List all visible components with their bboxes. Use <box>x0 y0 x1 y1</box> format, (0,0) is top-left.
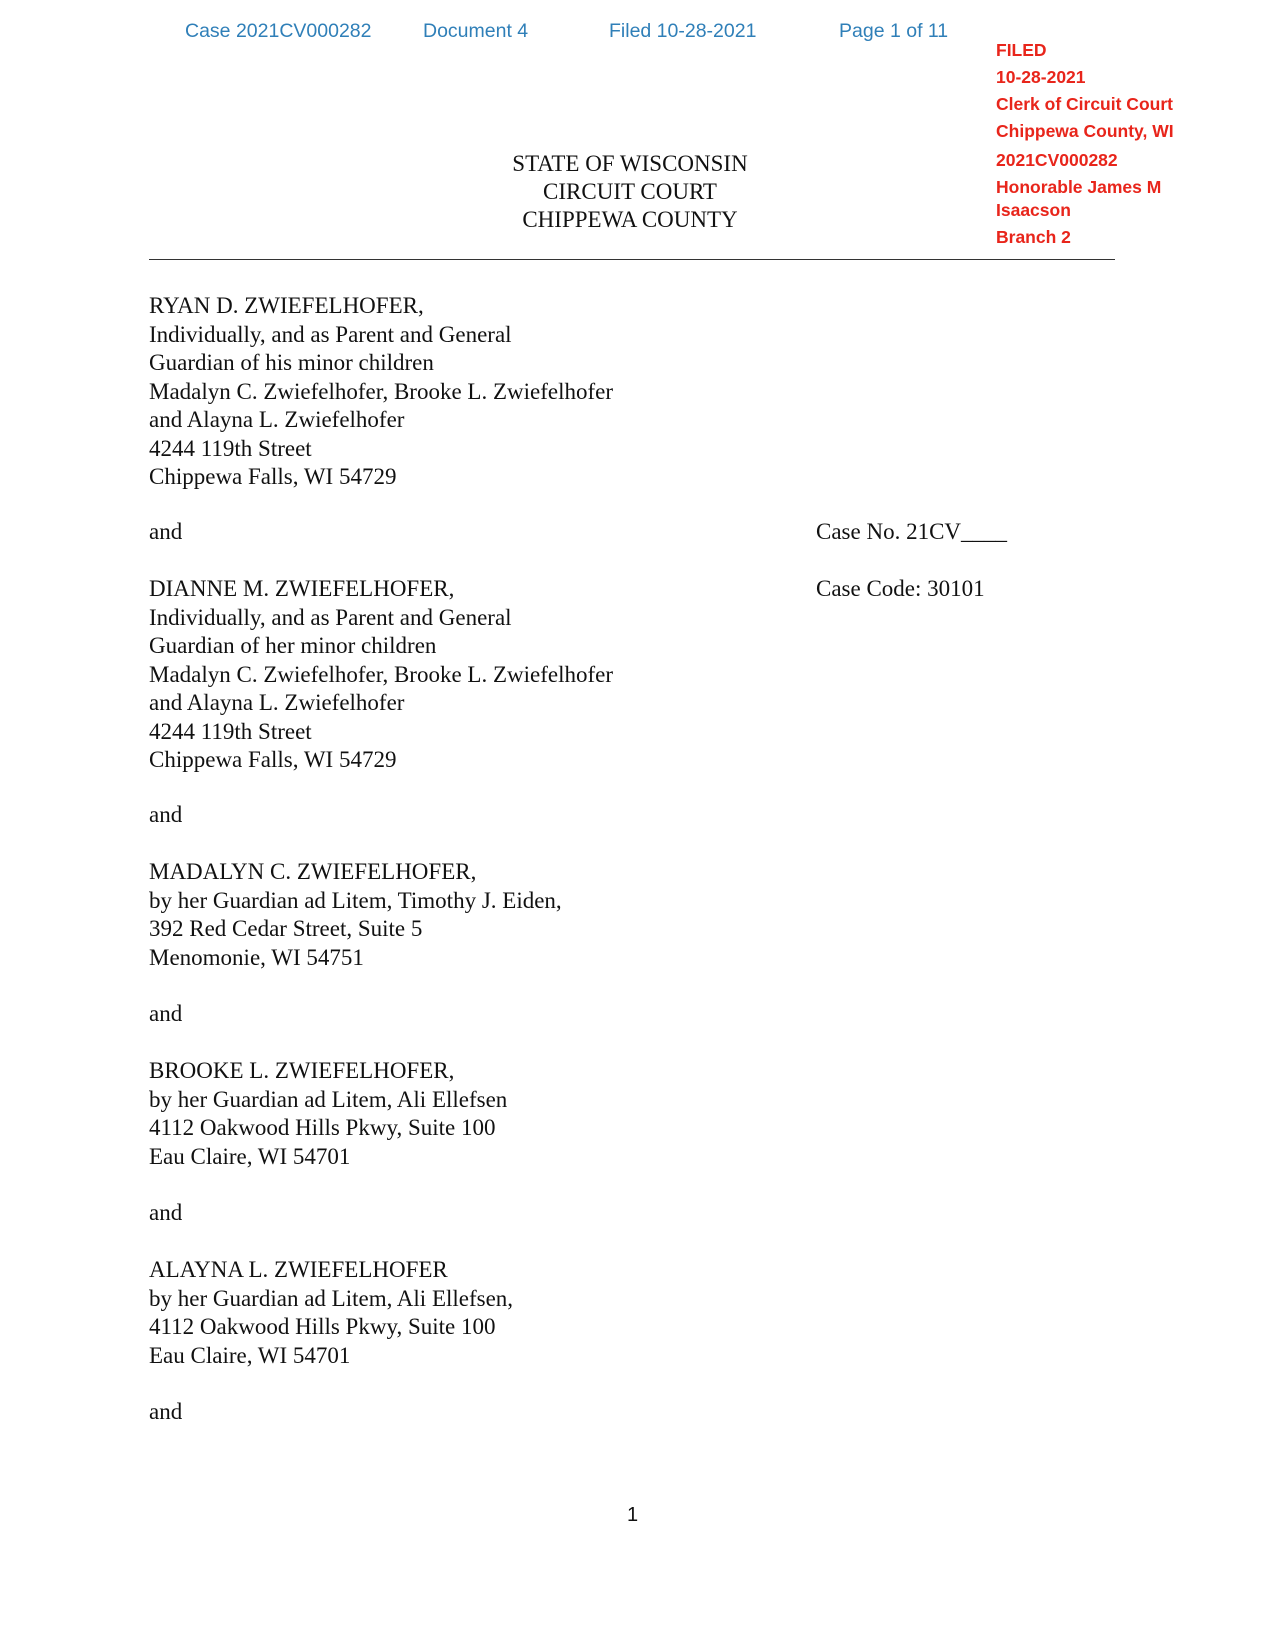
party-address: 4244 119th Street <box>149 435 312 461</box>
conjunction-and: and <box>149 1399 183 1424</box>
party-dianne <box>149 575 613 775</box>
party-line: Individually, and as Parent and General <box>149 321 512 347</box>
party-address: 392 Red Cedar Street, Suite 5 <box>149 916 423 941</box>
party-line: by her Guardian ad Litem, Ali Ellefsen <box>149 1086 508 1112</box>
party-city: Chippewa Falls, WI 54729 <box>149 464 397 489</box>
party-name: RYAN D. ZWIEFELHOFER, <box>149 293 424 318</box>
stamp-judge: Honorable James M <box>996 177 1162 197</box>
party-line: Madalyn C. Zwiefelhofer, Brooke L. Zwiefelhofer <box>149 661 614 687</box>
stamp-clerk: Clerk of Circuit Court <box>996 94 1173 114</box>
case-code-field: Case Code: 30101 <box>816 576 985 601</box>
stamp-county: Chippewa County, WI <box>996 121 1174 141</box>
header-case-number: Case 2021CV000282 <box>185 20 372 42</box>
party-address: 4112 Oakwood Hills Pkwy, Suite 100 <box>149 1314 496 1339</box>
party-line: and Alayna L. Zwiefelhofer <box>149 407 405 432</box>
party-address: 4112 Oakwood Hills Pkwy, Suite 100 <box>149 1115 496 1140</box>
court-state: STATE OF WISCONSIN <box>512 151 748 176</box>
case-number-field: Case No. 21CV____ <box>816 519 1008 544</box>
conjunction-and: and <box>149 519 183 544</box>
party-city: Eau Claire, WI 54701 <box>149 1342 351 1368</box>
stamp-branch: Branch 2 <box>996 227 1071 247</box>
party-name: DIANNE M. ZWIEFELHOFER, <box>149 576 455 601</box>
stamp-filed: FILED <box>996 40 1047 60</box>
party-line: Madalyn C. Zwiefelhofer, Brooke L. Zwiefelhofer <box>149 378 614 404</box>
party-line: and Alayna L. Zwiefelhofer <box>149 690 405 715</box>
party-name: ALAYNA L. ZWIEFELHOFER <box>149 1257 448 1282</box>
party-brooke <box>149 1057 507 1171</box>
party-address: 4244 119th Street <box>149 718 312 744</box>
party-name: MADALYN C. ZWIEFELHOFER, <box>149 859 477 884</box>
party-line: Individually, and as Parent and General <box>149 604 512 630</box>
stamp-date: 10-28-2021 <box>996 67 1086 87</box>
conjunction-and: and <box>149 1200 183 1225</box>
party-alayna <box>149 1256 513 1370</box>
stamp-judge-surname: Isaacson <box>996 200 1071 220</box>
court-heading <box>430 150 830 234</box>
party-ryan <box>149 292 613 492</box>
party-madalyn <box>149 858 562 972</box>
heading-divider <box>149 259 1115 260</box>
party-line: Guardian of her minor children <box>149 633 437 658</box>
party-line: Guardian of his minor children <box>149 350 434 375</box>
party-city: Menomonie, WI 54751 <box>149 944 364 970</box>
party-line: by her Guardian ad Litem, Ali Ellefsen, <box>149 1285 514 1311</box>
conjunction-and: and <box>149 802 183 827</box>
court-type: CIRCUIT COURT <box>543 179 717 204</box>
stamp-case-number: 2021CV000282 <box>996 150 1118 170</box>
court-county: CHIPPEWA COUNTY <box>522 207 738 232</box>
header-filed-date: Filed 10-28-2021 <box>609 20 757 42</box>
header-page: Page 1 of 11 <box>839 20 949 42</box>
conjunction-and: and <box>149 1001 183 1026</box>
page-number: 1 <box>626 1504 639 1526</box>
party-city: Eau Claire, WI 54701 <box>149 1143 351 1169</box>
header-document: Document 4 <box>423 20 529 42</box>
party-name: BROOKE L. ZWIEFELHOFER, <box>149 1058 455 1083</box>
party-line: by her Guardian ad Litem, Timothy J. Eiden, <box>149 887 562 913</box>
party-city: Chippewa Falls, WI 54729 <box>149 747 397 772</box>
